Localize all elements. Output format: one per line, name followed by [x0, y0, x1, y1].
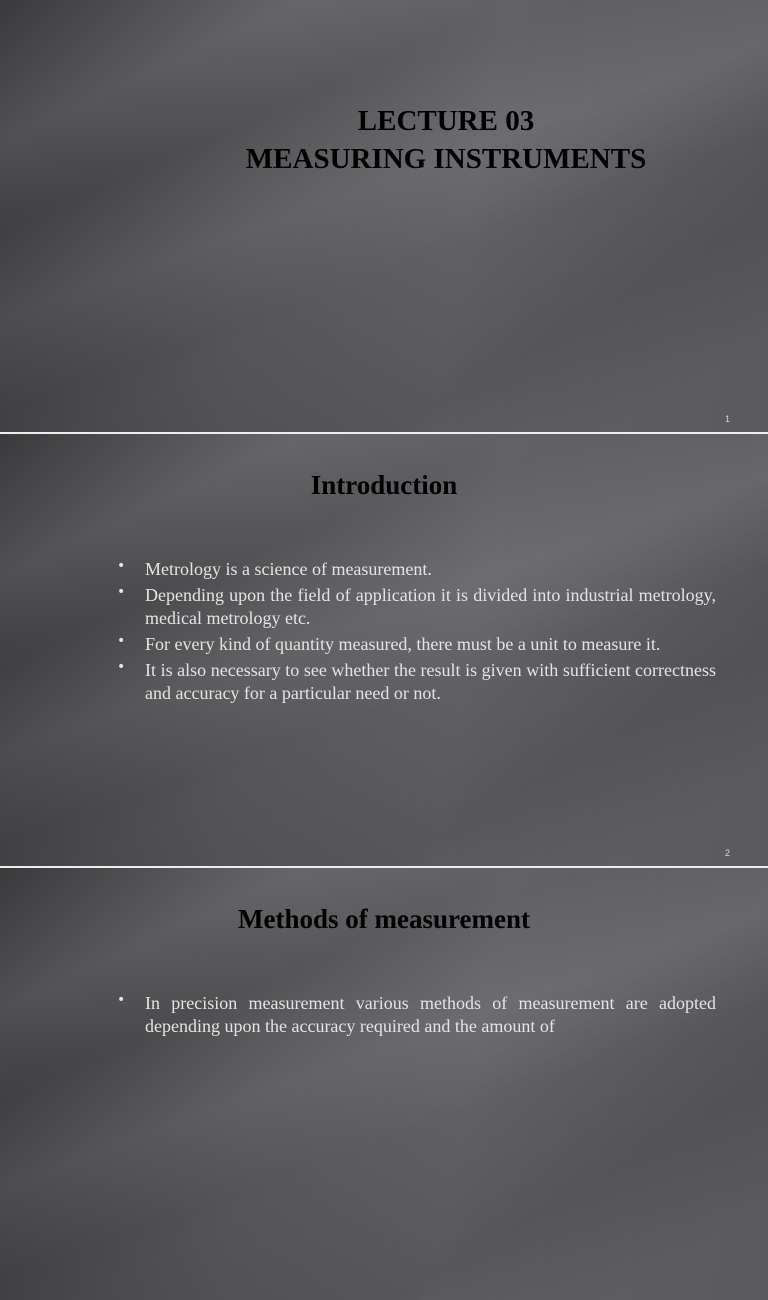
bullet-text: Metrology is a science of measurement.: [145, 559, 432, 579]
lecture-number: LECTURE 03: [357, 105, 535, 137]
bullet-icon: •: [117, 659, 126, 675]
bullet-icon: •: [117, 584, 126, 600]
bullet-item: [117, 558, 716, 581]
slide-1: [0, 0, 768, 432]
bullet-text: In precision measurement various methods of measurement are adopted depending upon the accuracy required and the amount of: [145, 993, 716, 1036]
bullet-list: [117, 558, 716, 708]
bullet-text: For every kind of quantity measured, there must be a unit to measure it.: [145, 634, 661, 654]
bullet-icon: •: [117, 992, 126, 1008]
bullet-text: It is also necessary to see whether the result is given with sufficient correctness and accuracy for a particular need or not.: [145, 660, 716, 703]
lecture-topic: MEASURING INSTRUMENTS: [245, 143, 647, 175]
slide-heading: Methods of measurement: [238, 904, 530, 934]
bullet-item: [117, 659, 716, 705]
slide-title: [62, 102, 768, 178]
bullet-item: [117, 992, 716, 1038]
slide-3: [0, 868, 768, 1300]
bullet-icon: •: [117, 633, 126, 649]
bullet-text: Depending upon the field of application it is divided into industrial metrology, medical metrology etc.: [145, 585, 716, 628]
bullet-icon: •: [117, 558, 126, 574]
slide-number: 1: [724, 414, 730, 424]
slide-2: [0, 434, 768, 866]
slide-heading: Introduction: [310, 470, 458, 500]
slide-number: 2: [724, 848, 730, 858]
bullet-item: [117, 584, 716, 630]
bullet-item: [117, 633, 716, 656]
bullet-list: [117, 992, 716, 1041]
